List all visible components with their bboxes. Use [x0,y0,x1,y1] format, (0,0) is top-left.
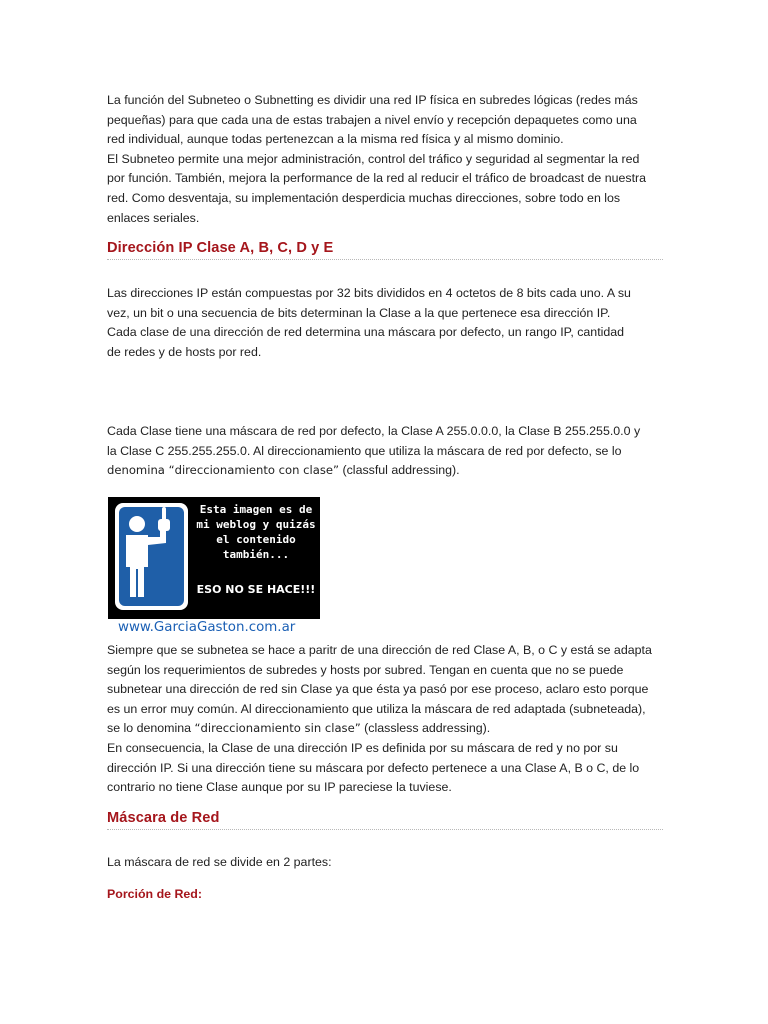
text-line: pequeñas) para que cada una de estas trabajen a nivel envío y recepción depaquetes como una [107,112,637,127]
text-line: por función. También, mejora la performance de la red al reducir el tráfico de broadcast de nuestra [107,171,647,186]
text-line: según los requerimientos de subredes y hosts por subred. Tengan en cuenta que no se puede [107,662,624,677]
text-line: La función del Subneteo o Subnetting es dividir una red IP física en subredes lógicas (redes más [107,93,638,107]
text-line: es un error muy común. Al direccionamiento que utiliza la máscara de red adaptada (subneteada), [107,701,646,716]
classless-paragraph [107,641,667,798]
banner-shout: ESO NO SE HACE!!! [196,583,316,596]
network-portion-subheading: Porción de Red: [107,887,203,901]
dotted-divider [107,259,663,260]
text-line: Siempre que se subnetea se hace a paritr de una dirección de red Clase A, B, o C y está se adapta [107,643,652,657]
mask-paragraph [107,853,667,873]
text-line: El Subneteo permite una mejor administración, control del tráfico y seguridad al segmentar la red [107,151,640,166]
classless-english: (classless addressing). [360,721,491,736]
text-line: Cada clase de una dirección de red determina una máscara por defecto, un rango IP, cantidad [107,325,625,340]
text-line: vez, un bit o una secuencia de bits determinan la Clase a la que pertenece esa dirección IP. [107,305,611,320]
classful-english: (classful addressing). [339,463,460,478]
classless-lead: se lo denomina [107,721,195,736]
text-line: red individual, aunque todas pertenezcan a la misma red física y al mismo dominio. [107,132,564,147]
banner-text-line: también... [222,548,290,561]
weblog-url: www.GarciaGaston.com.ar [118,620,296,635]
text-line: red. Como desventaja, su implementación desperdicia muchas direcciones, sobre todo en los [107,190,621,205]
weblog-warning-banner [108,497,320,619]
text-line [107,719,667,739]
text-line: dirección IP. Si una dirección tiene su máscara por defecto pertenece a una Clase A, B o C, de lo [107,760,640,775]
text-line: La máscara de red se divide en 2 partes: [107,855,332,869]
intro-paragraph [107,91,667,228]
banner-text-line: el contenido [216,533,296,546]
classless-term: “direccionamiento sin clase” [194,721,361,736]
section-heading-mask: Máscara de Red [107,810,220,826]
text-line: En consecuencia, la Clase de una dirección IP es definida por su máscara de red y no por su [107,740,618,755]
text-line: Las direcciones IP están compuestas por 32 bits divididos en 4 octetos de 8 bits cada uno. A su [107,286,631,300]
text-line: subnetear una dirección de red sin Clase ya que ésta ya pasó por ese proceso, aclaro esto porque [107,682,649,697]
banner-text-line: mi weblog y quizás [196,518,316,531]
text-line [107,461,667,481]
classful-term: denomina “direccionamiento con clase” [107,463,340,478]
text-line: la Clase C 255.255.255.0. Al direccionamiento que utiliza la máscara de red por defecto, se lo [107,443,622,458]
banner-text-line: Esta imagen es de [199,503,313,516]
section-heading-ip-class: Dirección IP Clase A, B, C, D y E [107,240,334,256]
banner-message [194,502,318,562]
dotted-divider [107,829,663,830]
text-line: de redes y de hosts por red. [107,344,262,359]
ip-class-paragraph [107,284,667,362]
default-mask-paragraph [107,422,667,481]
text-line: Cada Clase tiene una máscara de red por defecto, la Clase A 255.0.0.0, la Clase B 255.255.0.0 y [107,424,641,438]
text-line: enlaces seriales. [107,210,200,225]
text-line: contrario no tiene Clase aunque por su IP pareciese la tuviese. [107,780,452,795]
